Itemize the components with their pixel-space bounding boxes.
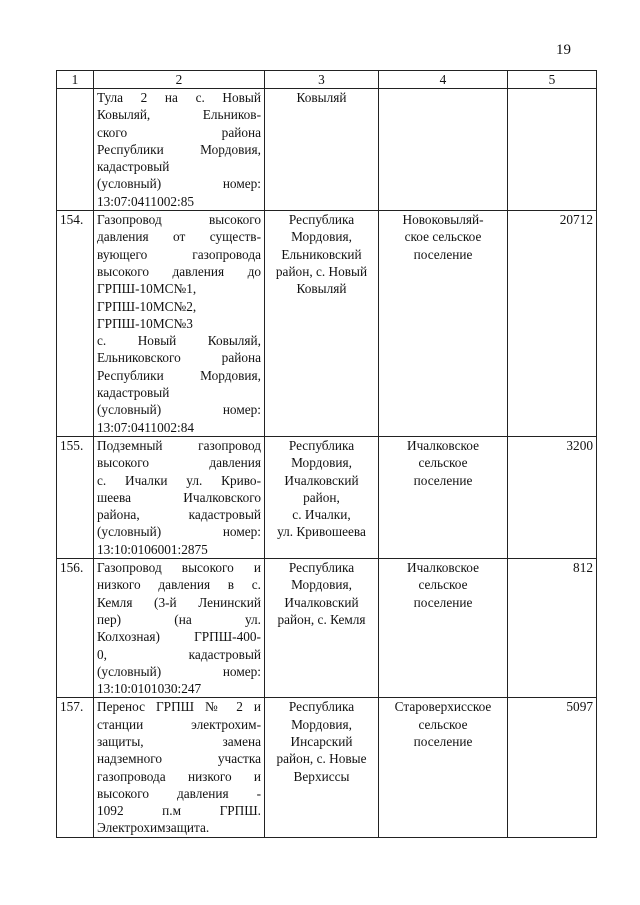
- description-line: кадастровый: [97, 159, 170, 175]
- description-line: (условный) номер:: [97, 524, 261, 540]
- table-row: [57, 436, 597, 558]
- description-line: Перенос ГРПШ № 2 и: [97, 699, 261, 715]
- description-line: вующего газопровода: [97, 246, 261, 262]
- description-line: пер) (на ул.: [97, 611, 261, 627]
- description-line: ГРПШ-10МС№2,: [97, 298, 197, 314]
- settlement-name: Новоковыляй- ское сельское поселение: [379, 211, 508, 437]
- header-row: [57, 71, 597, 89]
- description-line: (условный) номер:: [97, 176, 261, 192]
- table-row: [57, 698, 597, 837]
- description-line: района, кадастровый: [97, 507, 261, 523]
- object-location: Республика Мордовия, Ельниковский район, с. Новый Ковыляй: [265, 211, 379, 437]
- description-line: Кемля (3-й Ленинский: [97, 594, 261, 610]
- description-line: ского района: [97, 124, 261, 140]
- column-header-5: 5: [508, 71, 597, 89]
- description-line: ГРПШ-10МС№3: [97, 315, 193, 331]
- column-header-1: 1: [57, 71, 94, 89]
- object-value: 812: [508, 559, 597, 698]
- description-line: кадастровый: [97, 385, 170, 401]
- row-number: 155.: [57, 436, 94, 558]
- description-line: низкого давления в с.: [97, 577, 261, 593]
- object-location: Республика Мордовия, Ичалковский район, с. Ичалки, ул. Кривошеева: [265, 436, 379, 558]
- object-value: 5097: [508, 698, 597, 837]
- column-header-4: 4: [379, 71, 508, 89]
- description-line: Газопровод высокого: [97, 212, 261, 228]
- settlement-name: Ичалковское сельское поселение: [379, 559, 508, 698]
- settlement-name: [379, 89, 508, 211]
- column-header-2: 2: [94, 71, 265, 89]
- description-line: 13:07:0411002:85: [97, 193, 195, 209]
- table-row: [57, 559, 597, 698]
- row-number: 156.: [57, 559, 94, 698]
- description-line: газопровода низкого и: [97, 768, 261, 784]
- object-value: [508, 89, 597, 211]
- object-location: Ковыляй: [265, 89, 379, 211]
- description-line: 1092 п.м ГРПШ.: [97, 803, 261, 819]
- object-location: Республика Мордовия, Инсарский район, с. Новые Верхиссы: [265, 698, 379, 837]
- description-line: шеева Ичалковского: [97, 489, 261, 505]
- description-line: Колхозная) ГРПШ-400-: [97, 629, 261, 645]
- description-line: Республики Мордовия,: [97, 141, 261, 157]
- description-line: высокого давления: [97, 455, 261, 471]
- description-line: Электрохимзащита.: [97, 820, 210, 836]
- table-row: [57, 211, 597, 437]
- page-number: 19: [556, 42, 571, 58]
- description-line: с. Ичалки ул. Криво-: [97, 472, 261, 488]
- object-description: [94, 436, 265, 558]
- property-table: [56, 70, 597, 838]
- description-line: Подземный газопровод: [97, 437, 261, 453]
- row-number: 154.: [57, 211, 94, 437]
- description-line: с. Новый Ковыляй,: [97, 333, 261, 349]
- description-line: надземного участка: [97, 751, 261, 767]
- object-description: [94, 559, 265, 698]
- row-number: [57, 89, 94, 211]
- description-line: Республики Мордовия,: [97, 367, 261, 383]
- description-line: (условный) номер:: [97, 663, 261, 679]
- description-line: давления от существ-: [97, 229, 261, 245]
- description-line: Газопровод высокого и: [97, 560, 261, 576]
- description-line: высокого давления -: [97, 785, 261, 801]
- table-row: [57, 89, 597, 211]
- row-number: 157.: [57, 698, 94, 837]
- description-line: Тула 2 на с. Новый: [97, 90, 261, 105]
- settlement-name: Староверхисское сельское поселение: [379, 698, 508, 837]
- description-line: 13:10:0106001:2875: [97, 541, 208, 557]
- description-line: Ельниковского района: [97, 350, 261, 366]
- description-line: станции электрохим-: [97, 716, 261, 732]
- object-location: Республика Мордовия, Ичалковский район, с. Кемля: [265, 559, 379, 698]
- description-line: защиты, замена: [97, 733, 261, 749]
- description-line: высокого давления до: [97, 263, 261, 279]
- object-value: 20712: [508, 211, 597, 437]
- object-value: 3200: [508, 436, 597, 558]
- object-description: [94, 698, 265, 837]
- column-header-3: 3: [265, 71, 379, 89]
- description-line: Ковыляй, Ельников-: [97, 107, 261, 123]
- table-body: [57, 89, 597, 838]
- description-line: 13:07:0411002:84: [97, 419, 195, 435]
- description-line: 13:10:0101030:247: [97, 681, 202, 697]
- object-description: [94, 89, 265, 211]
- object-description: [94, 211, 265, 437]
- description-line: (условный) номер:: [97, 402, 261, 418]
- description-line: ГРПШ-10МС№1,: [97, 281, 197, 297]
- description-line: 0, кадастровый: [97, 646, 261, 662]
- settlement-name: Ичалковское сельское поселение: [379, 436, 508, 558]
